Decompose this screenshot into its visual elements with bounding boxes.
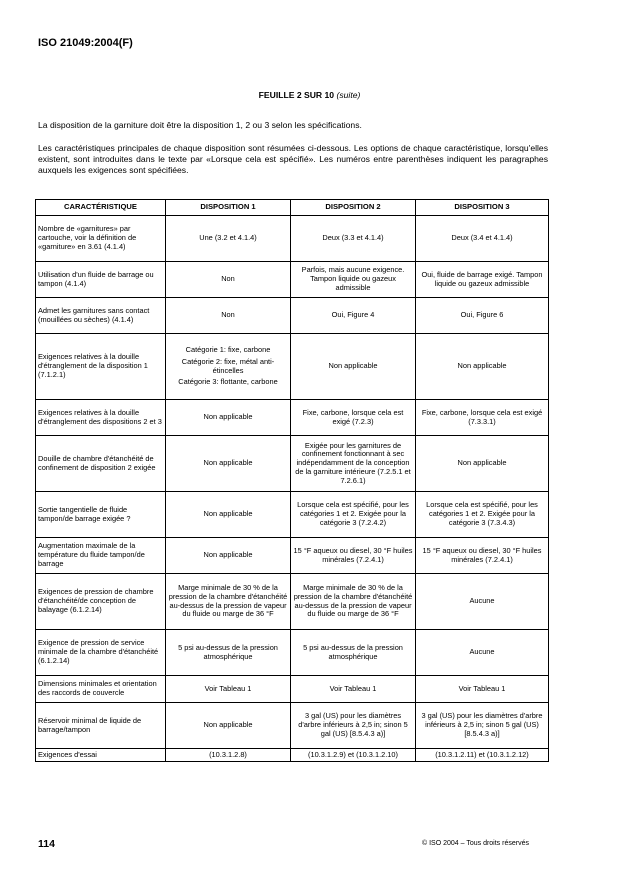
table-cell: Non — [166, 298, 291, 334]
table-cell: Oui, fluide de barrage exigé. Tampon liquide ou gazeux admissible — [416, 262, 549, 298]
table-cell: Non applicable — [166, 703, 291, 749]
table-cell: Une (3.2 et 4.1.4) — [166, 216, 291, 262]
table-cell: Réservoir minimal de liquide de barrage/tampon — [36, 703, 166, 749]
table-cell: 15 °F aqueux ou diesel, 30 °F huiles minérales (7.2.4.1) — [416, 538, 549, 574]
table-cell: 15 °F aqueux ou diesel, 30 °F huiles minérales (7.2.4.1) — [291, 538, 416, 574]
category-3-text: Catégorie 3: flottante, carbone — [178, 377, 278, 387]
sheet-title-suffix: (suite) — [336, 90, 361, 100]
table-cell: Non applicable — [166, 538, 291, 574]
table-cell: Voir Tableau 1 — [291, 676, 416, 703]
table-row — [36, 574, 549, 630]
table-cell: Non applicable — [291, 334, 416, 400]
table-cell: Non applicable — [416, 334, 549, 400]
column-header: DISPOSITION 1 — [166, 200, 291, 216]
table-cell: Non applicable — [166, 492, 291, 538]
table-cell: Aucune — [416, 574, 549, 630]
table-row — [36, 400, 549, 436]
document-id: ISO 21049:2004(F) — [38, 37, 133, 49]
table-cell: Exigences relatives à la douille d'étranglement de la disposition 1 (7.1.2.1) — [36, 334, 166, 400]
table-cell — [166, 334, 291, 400]
column-header: CARACTÉRISTIQUE — [36, 200, 166, 216]
table-row — [36, 630, 549, 676]
table-cell: Fixe, carbone, lorsque cela est exigé (7.2.3) — [291, 400, 416, 436]
intro-paragraph-1: La disposition de la garniture doit être la disposition 1, 2 ou 3 selon les spécifications. — [38, 120, 362, 130]
column-header: DISPOSITION 3 — [416, 200, 549, 216]
table-cell: Voir Tableau 1 — [166, 676, 291, 703]
table-row — [36, 216, 549, 262]
table-cell: Non applicable — [166, 400, 291, 436]
table-cell: Voir Tableau 1 — [416, 676, 549, 703]
table-cell: Deux (3.3 et 4.1.4) — [291, 216, 416, 262]
table-cell: 3 gal (US) pour les diamètres d'arbre inférieurs à 2,5 in; sinon 5 gal (US) [8.5.4.3 a)] — [291, 703, 416, 749]
table-row — [36, 703, 549, 749]
table-row — [36, 298, 549, 334]
table-row — [36, 492, 549, 538]
table-cell: (10.3.1.2.8) — [166, 749, 291, 762]
table-row — [36, 749, 549, 762]
table-cell: Exigences de pression de chambre d'étanchéité/de conception de balayage (6.1.2.14) — [36, 574, 166, 630]
intro-paragraph-2: Les caractéristiques principales de chaque disposition sont résumées ci-dessous. Les options de chaque caractéristique, lorsqu'elles existent, sont introduites dans le texte par «Lorsque cela est spécifié». Les numéros entre parenthèses indiquent les paragraphes auxquels les exigences sont spécifiées. — [38, 143, 548, 175]
table-cell: Fixe, carbone, lorsque cela est exigé (7.3.3.1) — [416, 400, 549, 436]
table-cell: Marge minimale de 30 % de la pression de la chambre d'étanchéité au-dessus de la pression de vapeur du fluide ou marge de 36 °F — [166, 574, 291, 630]
table-cell: Douille de chambre d'étanchéité de confinement de disposition 2 exigée — [36, 436, 166, 492]
copyright-notice: © ISO 2004 – Tous droits réservés — [422, 840, 529, 847]
table-cell: Admet les garnitures sans contact (mouillées ou sèches) (4.1.4) — [36, 298, 166, 334]
table-row — [36, 262, 549, 298]
table-cell: Exigences d'essai — [36, 749, 166, 762]
table-cell: Sortie tangentielle de fluide tampon/de barrage exigée ? — [36, 492, 166, 538]
category-2-text: Catégorie 2: fixe, métal anti-étincelles — [181, 356, 275, 375]
table-cell: Exigences relatives à la douille d'étranglement des dispositions 2 et 3 — [36, 400, 166, 436]
table-cell: Non — [166, 262, 291, 298]
page-number: 114 — [38, 838, 55, 850]
table-cell: Exigée pour les garnitures de confinement fonctionnant à sec indépendamment de la conception de la garniture intérieure (7.2.5.1 et 7.2.6.1) — [291, 436, 416, 492]
sheet-title — [0, 90, 619, 100]
table-cell: Deux (3.4 et 4.1.4) — [416, 216, 549, 262]
table-cell: 5 psi au-dessus de la pression atmosphérique — [166, 630, 291, 676]
table-cell: Utilisation d'un fluide de barrage ou tampon (4.1.4) — [36, 262, 166, 298]
table-cell: Nombre de «garnitures» par cartouche, voir la définition de «garniture» en 3.61 (4.1.4) — [36, 216, 166, 262]
table-cell: 3 gal (US) pour les diamètres d'arbre inférieurs à 2,5 in; sinon 5 gal (US) [8.5.4.3 a)] — [416, 703, 549, 749]
table-cell: Marge minimale de 30 % de la pression de la chambre d'étanchéité au-dessus de la pression de vapeur du fluide ou marge de 36 °F — [291, 574, 416, 630]
table-row — [36, 538, 549, 574]
table-cell: Dimensions minimales et orientation des raccords de couvercle — [36, 676, 166, 703]
column-header: DISPOSITION 2 — [291, 200, 416, 216]
table-cell: Exigence de pression de service minimale de la chambre d'étanchéité (6.1.2.14) — [36, 630, 166, 676]
table-cell: Lorsque cela est spécifié, pour les catégories 1 et 2. Exigée pour la catégorie 3 (7.3.4.3) — [416, 492, 549, 538]
category-1-text: Catégorie 1: fixe, carbone — [185, 345, 271, 355]
table-cell: Oui, Figure 6 — [416, 298, 549, 334]
sheet-title-main: FEUILLE 2 SUR 10 — [258, 90, 335, 100]
table-row — [36, 436, 549, 492]
table-cell: Oui, Figure 4 — [291, 298, 416, 334]
table-cell: Lorsque cela est spécifié, pour les catégories 1 et 2. Exigée pour la catégorie 3 (7.2.4.2) — [291, 492, 416, 538]
table-cell: Aucune — [416, 630, 549, 676]
characteristics-table — [35, 199, 549, 762]
table-row — [36, 676, 549, 703]
table-cell: (10.3.1.2.11) et (10.3.1.2.12) — [416, 749, 549, 762]
table-cell: (10.3.1.2.9) et (10.3.1.2.10) — [291, 749, 416, 762]
table-cell: 5 psi au-dessus de la pression atmosphérique — [291, 630, 416, 676]
table-cell: Non applicable — [416, 436, 549, 492]
table-cell: Parfois, mais aucune exigence. Tampon liquide ou gazeux admissible — [291, 262, 416, 298]
table-header-row — [36, 200, 549, 216]
table-row — [36, 334, 549, 400]
table-cell: Augmentation maximale de la température du fluide tampon/de barrage — [36, 538, 166, 574]
table-cell: Non applicable — [166, 436, 291, 492]
